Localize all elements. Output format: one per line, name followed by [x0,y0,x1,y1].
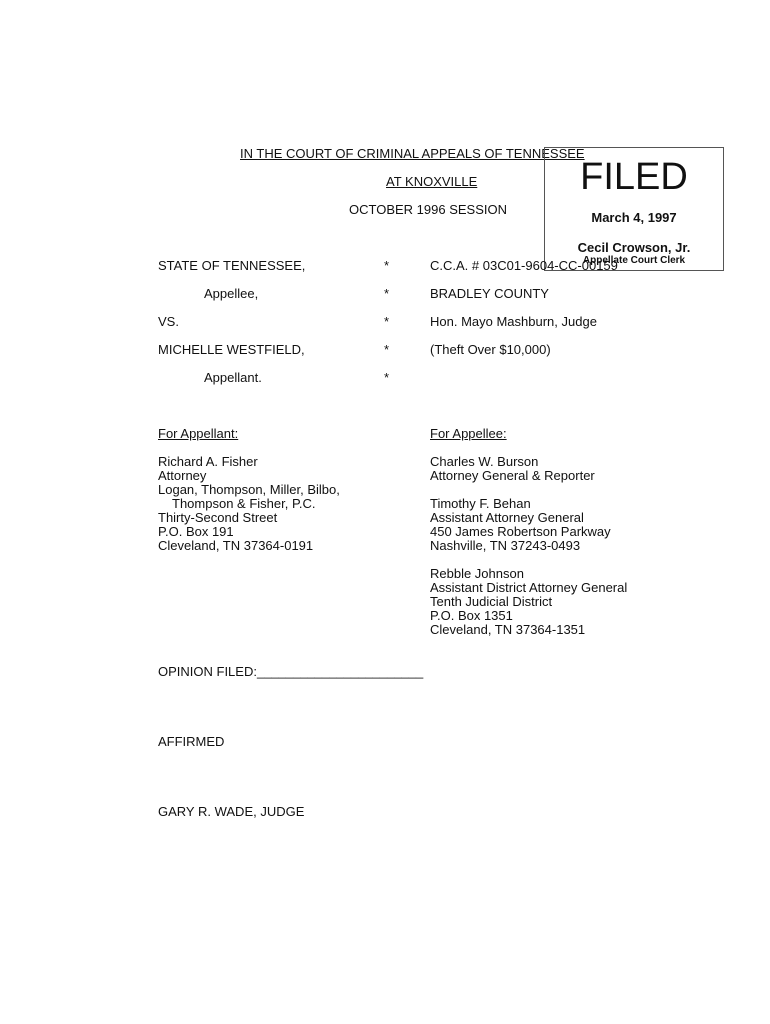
counsel-line: Nashville, TN 37243-0493 [430,538,581,553]
counsel-line: Cleveland, TN 37364-1351 [430,622,586,637]
appellee-counsel-group-3 [430,567,627,637]
caption-star: * [384,258,390,273]
counsel-line: Assistant District Attorney General [430,580,628,595]
counsel-line: Assistant Attorney General [430,510,584,525]
counsel-line: Thompson & Fisher, P.C. [172,496,316,511]
counsel-line: Cleveland, TN 37364-0191 [158,538,314,553]
counsel-line: P.O. Box 1351 [430,608,513,623]
party-defendant: MICHELLE WESTFIELD, [158,342,305,357]
disposition: AFFIRMED [158,734,225,749]
party-role-appellee: Appellee, [204,286,259,301]
counsel-line: P.O. Box 191 [158,524,234,539]
counsel-line: Rebble Johnson [430,566,524,581]
party-role-appellant: Appellant. [204,370,262,385]
appellee-counsel-group-2 [430,497,611,553]
counsel-line: Charles W. Burson [430,454,539,469]
court-session: OCTOBER 1996 SESSION [349,202,507,217]
authoring-judge: GARY R. WADE, JUDGE [158,804,305,819]
offense: (Theft Over $10,000) [430,342,551,357]
caption-star: * [384,370,390,385]
trial-judge: Hon. Mayo Mashburn, Judge [430,314,597,329]
court-location: AT KNOXVILLE [386,174,478,189]
counsel-line: Richard A. Fisher [158,454,258,469]
filed-date: March 4, 1997 [591,210,677,225]
counsel-line: Thirty-Second Street [158,510,278,525]
caption-star: * [384,342,390,357]
case-number: C.C.A. # 03C01-9604-CC-00159 [430,258,618,273]
county: BRADLEY COUNTY [430,286,549,301]
counsel-line: Tenth Judicial District [430,594,553,609]
opinion-filed: OPINION FILED:_______________________ [158,664,424,679]
appellee-counsel-group-1 [430,455,595,483]
counsel-line: 450 James Robertson Parkway [430,524,611,539]
versus: VS. [158,314,179,329]
appellant-counsel-block [158,455,340,553]
appellee-counsel-heading: For Appellee: [430,426,507,441]
counsel-line: Timothy F. Behan [430,496,531,511]
caption-star: * [384,286,390,301]
clerk-title: Appellate Court Clerk [582,255,686,266]
caption-star: * [384,314,390,329]
counsel-line: Attorney General & Reporter [430,468,595,483]
appellant-counsel-heading: For Appellant: [158,426,239,441]
filed-stamp [544,147,724,271]
counsel-line: Logan, Thompson, Miller, Bilbo, [158,482,340,497]
court-title: IN THE COURT OF CRIMINAL APPEALS OF TENNESSEE [240,146,585,161]
party-state: STATE OF TENNESSEE, [158,258,306,273]
filed-word: FILED [580,156,688,198]
clerk-name: Cecil Crowson, Jr. [577,240,691,255]
counsel-line: Attorney [158,468,207,483]
